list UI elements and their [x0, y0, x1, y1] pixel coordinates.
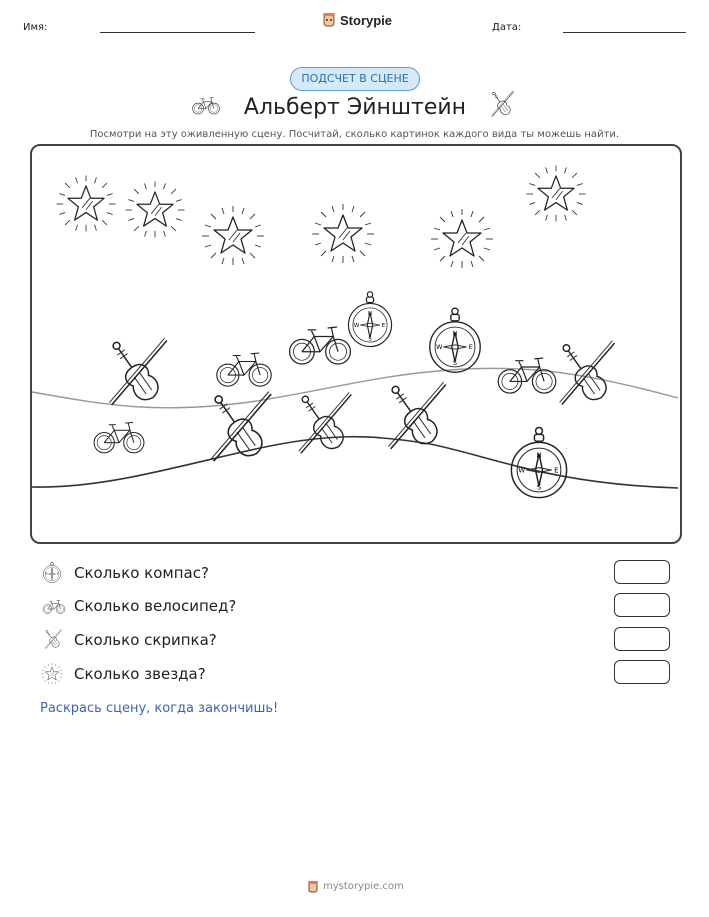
coloring-instruction: Раскрась сцену, когда закончишь!	[40, 701, 279, 716]
name-label: Имя:	[23, 22, 48, 33]
name-line[interactable]	[100, 32, 255, 33]
star-4	[312, 204, 374, 263]
answer-box-bicycle[interactable]	[614, 593, 670, 617]
compass-1	[348, 292, 391, 347]
storypie-logo-icon	[322, 12, 336, 28]
star-6	[527, 166, 586, 222]
violin-icon	[486, 88, 518, 122]
answer-box-compass[interactable]	[614, 560, 670, 584]
date-line[interactable]	[563, 32, 686, 33]
bicycle-2	[217, 353, 271, 386]
violin-icon	[41, 627, 65, 653]
worksheet-type-badge: ПОДСЧЕТ В СЦЕНЕ	[290, 67, 420, 91]
bicycle-1	[290, 327, 351, 364]
bicycle-icon	[41, 596, 67, 616]
star-2	[126, 182, 185, 238]
foreground-hill-line	[32, 437, 678, 488]
bicycle-icon	[189, 92, 223, 118]
star-icon	[40, 662, 64, 686]
violin-5	[555, 339, 615, 405]
compass-3	[511, 427, 566, 497]
question-violin: Сколько скрипка?	[74, 631, 217, 649]
bicycle-3	[498, 358, 556, 393]
star-1	[57, 176, 116, 232]
violin-1	[105, 336, 167, 405]
page-title: Альберт Эйнштейн	[243, 95, 467, 120]
bicycle-4	[94, 422, 144, 452]
answer-box-violin[interactable]	[614, 627, 670, 651]
answer-box-star[interactable]	[614, 660, 670, 684]
compass-icon	[41, 562, 63, 584]
background-hill-line	[32, 368, 678, 408]
violin-2	[206, 389, 271, 461]
brand-name: Storypie	[340, 12, 393, 28]
star-5	[431, 209, 493, 268]
question-compass: Сколько компас?	[74, 564, 209, 582]
compass-2	[430, 308, 480, 372]
violin-3	[294, 390, 351, 453]
date-label: Дата:	[492, 22, 522, 33]
question-bicycle: Сколько велосипед?	[74, 597, 237, 615]
counting-scene	[30, 144, 680, 542]
star-3	[202, 206, 264, 265]
brand-logo	[322, 12, 392, 28]
instructions: Посмотри на эту оживленную сцену. Посчитай, сколько картинок каждого вида ты можешь найти.	[89, 129, 620, 140]
footer-site: mystorypie.com	[323, 881, 404, 892]
footer-brand	[307, 880, 404, 893]
storypie-logo-icon	[307, 880, 319, 893]
question-star: Сколько звезда?	[74, 665, 206, 683]
